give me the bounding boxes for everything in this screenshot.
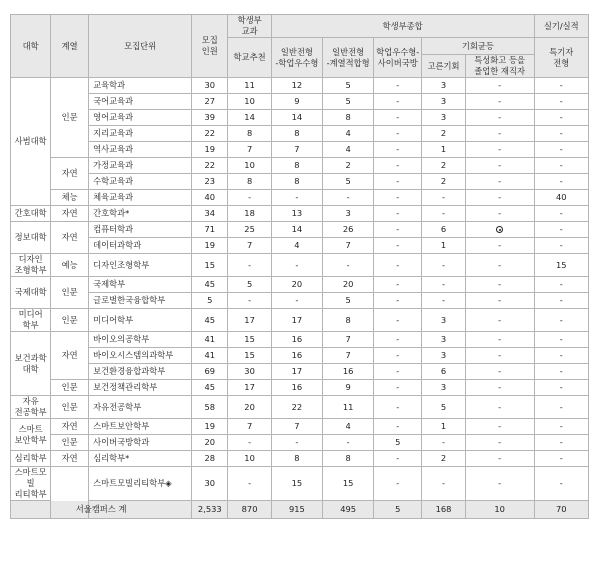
value-cell: - (271, 293, 322, 309)
series-cell: 인문 (51, 435, 89, 451)
table-row (11, 126, 589, 142)
value-cell: - (374, 332, 422, 348)
value-cell: 8 (271, 126, 322, 142)
value-cell: 11 (323, 396, 374, 419)
series-cell: 자연 (51, 158, 89, 190)
value-cell: 1 (422, 142, 465, 158)
univ-cell: 자유 전공학부 (11, 396, 51, 419)
value-cell: 16 (271, 332, 322, 348)
value-cell: 15 (228, 348, 271, 364)
value-cell: 30 (228, 364, 271, 380)
table-row (11, 254, 589, 277)
header-silgi-group: 실기/실적 (534, 15, 588, 38)
value-cell: - (465, 435, 534, 451)
value-cell: 30 (192, 467, 228, 501)
value-cell: - (374, 419, 422, 435)
value-cell: 7 (271, 419, 322, 435)
value-cell: - (374, 94, 422, 110)
value-cell: 6 (422, 364, 465, 380)
series-cell: 자연 (51, 222, 89, 254)
value-cell: 7 (228, 238, 271, 254)
value-cell: 15 (534, 254, 588, 277)
table-row (11, 222, 589, 238)
value-cell: - (534, 238, 588, 254)
unit-cell: 체육교육과 (89, 190, 192, 206)
header-unit: 모집단위 (89, 15, 192, 78)
total-value: 70 (534, 501, 588, 519)
table-row (11, 158, 589, 174)
total-value: 870 (228, 501, 271, 519)
table-row (11, 332, 589, 348)
unit-cell: 역사교육과 (89, 142, 192, 158)
value-cell: 8 (323, 451, 374, 467)
unit-cell: 보건정책관리학부 (89, 380, 192, 396)
value-cell: 30 (192, 78, 228, 94)
table-row (11, 142, 589, 158)
unit-cell: 사이버국방학과 (89, 435, 192, 451)
value-cell: 41 (192, 332, 228, 348)
value-cell: 3 (422, 309, 465, 332)
value-cell: 7 (228, 419, 271, 435)
value-cell: 7 (323, 238, 374, 254)
value-cell: - (374, 364, 422, 380)
total-value: 168 (422, 501, 465, 519)
total-value: 915 (271, 501, 322, 519)
value-cell: - (534, 110, 588, 126)
value-cell: - (465, 451, 534, 467)
value-cell: - (534, 309, 588, 332)
series-cell: 체능 (51, 190, 89, 206)
value-cell: 5 (323, 293, 374, 309)
value-cell: - (374, 238, 422, 254)
value-cell: - (465, 78, 534, 94)
value-cell: 8 (323, 309, 374, 332)
value-cell: - (465, 174, 534, 190)
unit-cell: 보건환경융합과학부 (89, 364, 192, 380)
value-cell: - (534, 126, 588, 142)
value-cell: 7 (228, 142, 271, 158)
value-cell: 11 (228, 78, 271, 94)
value-cell: - (534, 158, 588, 174)
series-cell: 자연 (51, 419, 89, 435)
selected-radio-icon (465, 222, 534, 238)
value-cell: 3 (422, 380, 465, 396)
value-cell: - (465, 309, 534, 332)
unit-cell: 국제학부 (89, 277, 192, 293)
value-cell: 22 (271, 396, 322, 419)
series-cell: 인문 (51, 396, 89, 419)
value-cell: - (534, 467, 588, 501)
univ-cell: 스마트 보안학부 (11, 419, 51, 451)
header-quota: 모집 인원 (192, 15, 228, 78)
admission-quota-table (10, 14, 589, 519)
header-jonghap2: 일반전형 -계열적합형 (323, 38, 374, 78)
value-cell: - (422, 206, 465, 222)
value-cell: - (534, 222, 588, 238)
table-row (11, 110, 589, 126)
value-cell: - (374, 78, 422, 94)
value-cell: 17 (228, 380, 271, 396)
value-cell: - (374, 142, 422, 158)
value-cell: 4 (271, 238, 322, 254)
value-cell: - (534, 206, 588, 222)
series-cell: 예능 (51, 254, 89, 277)
value-cell: 2 (323, 158, 374, 174)
table-row (11, 435, 589, 451)
univ-cell: 디자인 조형학부 (11, 254, 51, 277)
value-cell: 8 (228, 174, 271, 190)
value-cell: 10 (228, 158, 271, 174)
header-jonghap1: 일반전형 -학업우수형 (271, 38, 322, 78)
univ-cell: 스마트모빌 리티학부 (11, 467, 51, 501)
series-cell: 자연 (51, 451, 89, 467)
value-cell: 16 (271, 348, 322, 364)
value-cell: 4 (323, 419, 374, 435)
value-cell: 3 (422, 110, 465, 126)
header-jonghap-group: 학생부종합 (271, 15, 534, 38)
table-row (11, 364, 589, 380)
value-cell: - (465, 364, 534, 380)
value-cell: 8 (271, 174, 322, 190)
unit-cell: 미디어학부 (89, 309, 192, 332)
table-row (11, 94, 589, 110)
header-row-1 (11, 15, 589, 38)
value-cell: - (534, 78, 588, 94)
value-cell: 69 (192, 364, 228, 380)
value-cell: - (374, 174, 422, 190)
value-cell: - (422, 254, 465, 277)
value-cell: 14 (271, 110, 322, 126)
value-cell: 3 (422, 94, 465, 110)
value-cell: - (465, 110, 534, 126)
value-cell: 14 (228, 110, 271, 126)
value-cell: - (534, 142, 588, 158)
value-cell: - (465, 332, 534, 348)
value-cell: 1 (422, 238, 465, 254)
value-cell: 25 (228, 222, 271, 238)
unit-cell: 영어교육과 (89, 110, 192, 126)
value-cell: 9 (323, 380, 374, 396)
header-silgi-sub: 특기자 전형 (534, 38, 588, 78)
table-row (11, 238, 589, 254)
value-cell: - (374, 126, 422, 142)
value-cell: - (534, 293, 588, 309)
value-cell: - (465, 190, 534, 206)
value-cell: 5 (228, 277, 271, 293)
unit-cell: 바이오의공학부 (89, 332, 192, 348)
value-cell: 19 (192, 142, 228, 158)
header-gyogwa-sub: 학교추천 (228, 38, 271, 78)
value-cell: - (271, 254, 322, 277)
value-cell: 2 (422, 174, 465, 190)
total-label: 서울캠퍼스 계 (11, 501, 192, 519)
value-cell: 8 (323, 110, 374, 126)
value-cell: - (465, 126, 534, 142)
value-cell: - (534, 435, 588, 451)
unit-cell: 수학교육과 (89, 174, 192, 190)
unit-cell: 컴퓨터학과 (89, 222, 192, 238)
unit-cell: 가정교육과 (89, 158, 192, 174)
series-cell: 인문 (51, 78, 89, 158)
total-value: 495 (323, 501, 374, 519)
univ-cell: 보건과학 대학 (11, 332, 51, 396)
value-cell: - (271, 190, 322, 206)
value-cell: 19 (192, 238, 228, 254)
header-univ: 대학 (11, 15, 51, 78)
value-cell: 16 (323, 364, 374, 380)
unit-cell: 지리교육과 (89, 126, 192, 142)
value-cell: 5 (323, 94, 374, 110)
table-row (11, 348, 589, 364)
value-cell: 7 (271, 142, 322, 158)
value-cell: 15 (192, 254, 228, 277)
value-cell: - (465, 419, 534, 435)
value-cell: - (374, 451, 422, 467)
value-cell: 45 (192, 309, 228, 332)
value-cell: 27 (192, 94, 228, 110)
value-cell: 39 (192, 110, 228, 126)
unit-cell: 스마트모빌리티학부◈ (89, 467, 192, 501)
value-cell: 5 (323, 78, 374, 94)
value-cell: - (534, 396, 588, 419)
value-cell: - (374, 277, 422, 293)
value-cell: 58 (192, 396, 228, 419)
value-cell: 8 (271, 158, 322, 174)
header-series: 계열 (51, 15, 89, 78)
value-cell: - (323, 254, 374, 277)
univ-cell: 사범대학 (11, 78, 51, 206)
value-cell: 15 (228, 332, 271, 348)
header-jonghap3: 학업우수형- 사이버국방 (374, 38, 422, 78)
value-cell: - (465, 293, 534, 309)
value-cell: 15 (271, 467, 322, 501)
value-cell: - (228, 254, 271, 277)
value-cell: 20 (271, 277, 322, 293)
value-cell: - (465, 467, 534, 501)
unit-cell: 자유전공학부 (89, 396, 192, 419)
header-gihoe1: 고른기회 (422, 55, 465, 78)
value-cell: 13 (271, 206, 322, 222)
series-cell: 자연 (51, 332, 89, 380)
value-cell: - (534, 364, 588, 380)
value-cell: - (374, 380, 422, 396)
univ-cell: 미디어 학부 (11, 309, 51, 332)
value-cell: - (422, 293, 465, 309)
total-value: 5 (374, 501, 422, 519)
value-cell: 12 (271, 78, 322, 94)
unit-cell: 스마트보안학부 (89, 419, 192, 435)
value-cell: 26 (323, 222, 374, 238)
value-cell: 45 (192, 380, 228, 396)
value-cell: - (228, 190, 271, 206)
table-row (11, 380, 589, 396)
value-cell: 23 (192, 174, 228, 190)
value-cell: 17 (271, 364, 322, 380)
value-cell: - (228, 293, 271, 309)
value-cell: 15 (323, 467, 374, 501)
univ-cell: 간호대학 (11, 206, 51, 222)
series-cell: 인문 (51, 277, 89, 309)
unit-cell: 바이오시스템의과학부 (89, 348, 192, 364)
total-value: 2,533 (192, 501, 228, 519)
value-cell: - (374, 293, 422, 309)
value-cell: 5 (192, 293, 228, 309)
table-row (11, 309, 589, 332)
value-cell: - (374, 254, 422, 277)
table-row (11, 78, 589, 94)
table-row (11, 174, 589, 190)
table-row (11, 396, 589, 419)
value-cell: - (422, 435, 465, 451)
value-cell: - (374, 222, 422, 238)
table-row (11, 451, 589, 467)
value-cell: 20 (192, 435, 228, 451)
value-cell: 28 (192, 451, 228, 467)
value-cell: 7 (323, 348, 374, 364)
value-cell: - (465, 142, 534, 158)
total-row (11, 501, 589, 519)
value-cell: 40 (534, 190, 588, 206)
value-cell: 34 (192, 206, 228, 222)
value-cell: - (374, 396, 422, 419)
radio-dot-icon (496, 226, 503, 233)
series-cell: 인문 (51, 380, 89, 396)
unit-cell: 간호학과* (89, 206, 192, 222)
value-cell: 41 (192, 348, 228, 364)
unit-cell: 교육학과 (89, 78, 192, 94)
value-cell: - (374, 467, 422, 501)
value-cell: 17 (271, 309, 322, 332)
value-cell: 3 (323, 206, 374, 222)
value-cell: - (374, 348, 422, 364)
value-cell: - (323, 435, 374, 451)
value-cell: - (465, 380, 534, 396)
table-row (11, 293, 589, 309)
table-row (11, 190, 589, 206)
table-row (11, 277, 589, 293)
series-cell: 인문 (51, 309, 89, 332)
table-row (11, 419, 589, 435)
value-cell: - (534, 332, 588, 348)
value-cell: - (534, 380, 588, 396)
value-cell: 5 (323, 174, 374, 190)
value-cell: - (323, 190, 374, 206)
value-cell: - (465, 348, 534, 364)
value-cell: - (374, 110, 422, 126)
value-cell: - (465, 254, 534, 277)
value-cell: - (422, 190, 465, 206)
value-cell: - (374, 309, 422, 332)
value-cell: 6 (422, 222, 465, 238)
value-cell: - (374, 158, 422, 174)
value-cell: 4 (323, 126, 374, 142)
value-cell: 7 (323, 332, 374, 348)
value-cell: 2 (422, 158, 465, 174)
value-cell: 5 (374, 435, 422, 451)
value-cell: 9 (271, 94, 322, 110)
value-cell: 10 (228, 451, 271, 467)
value-cell: 17 (228, 309, 271, 332)
value-cell: 22 (192, 126, 228, 142)
series-cell: 자연 (51, 206, 89, 222)
value-cell: 1 (422, 419, 465, 435)
value-cell: - (422, 277, 465, 293)
univ-cell: 심리학부 (11, 451, 51, 467)
table-row (11, 206, 589, 222)
value-cell: 3 (422, 332, 465, 348)
value-cell: - (228, 467, 271, 501)
value-cell: 20 (228, 396, 271, 419)
value-cell: 71 (192, 222, 228, 238)
header-gihoe2: 특성화고 등을 졸업한 재직자 (465, 55, 534, 78)
value-cell: 8 (228, 126, 271, 142)
table-row (11, 467, 589, 501)
value-cell: 16 (271, 380, 322, 396)
value-cell: 4 (323, 142, 374, 158)
value-cell: - (534, 94, 588, 110)
value-cell: - (534, 451, 588, 467)
value-cell: 8 (271, 451, 322, 467)
value-cell: - (374, 206, 422, 222)
value-cell: 20 (323, 277, 374, 293)
value-cell: - (465, 277, 534, 293)
value-cell: - (534, 348, 588, 364)
value-cell: - (422, 467, 465, 501)
value-cell: 3 (422, 78, 465, 94)
value-cell: - (374, 190, 422, 206)
univ-cell: 국제대학 (11, 277, 51, 309)
univ-cell: 정보대학 (11, 222, 51, 254)
total-value: 10 (465, 501, 534, 519)
value-cell: 19 (192, 419, 228, 435)
value-cell: 3 (422, 348, 465, 364)
value-cell: - (534, 277, 588, 293)
value-cell: 22 (192, 158, 228, 174)
value-cell: 14 (271, 222, 322, 238)
unit-cell: 심리학부* (89, 451, 192, 467)
value-cell: - (534, 174, 588, 190)
value-cell: 10 (228, 94, 271, 110)
value-cell: - (465, 206, 534, 222)
value-cell: 40 (192, 190, 228, 206)
header-gihoe-group: 기회균등 (422, 38, 534, 55)
value-cell: - (465, 238, 534, 254)
value-cell: 5 (422, 396, 465, 419)
value-cell: - (228, 435, 271, 451)
value-cell: - (465, 158, 534, 174)
value-cell: - (465, 396, 534, 419)
value-cell: 45 (192, 277, 228, 293)
value-cell: - (271, 435, 322, 451)
value-cell: 2 (422, 451, 465, 467)
unit-cell: 데이터과학과 (89, 238, 192, 254)
unit-cell: 글로벌한국융합학부 (89, 293, 192, 309)
value-cell: - (465, 94, 534, 110)
value-cell: 18 (228, 206, 271, 222)
value-cell: - (534, 419, 588, 435)
header-gyogwa-group: 학생부 교과 (228, 15, 271, 38)
unit-cell: 국어교육과 (89, 94, 192, 110)
value-cell: 2 (422, 126, 465, 142)
unit-cell: 디자인조형학부 (89, 254, 192, 277)
